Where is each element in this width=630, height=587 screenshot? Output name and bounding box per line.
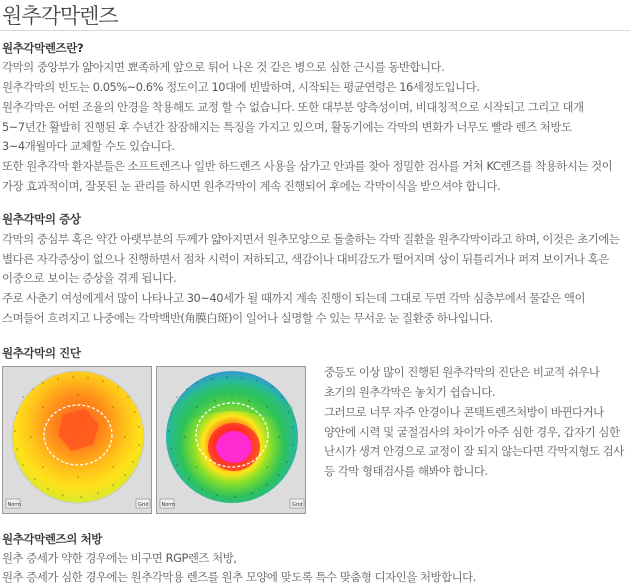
- grid-button-label: Grid: [138, 502, 149, 508]
- page-title: 원추각막렌즈: [2, 4, 118, 28]
- grid-button-label: Grid: [292, 502, 303, 508]
- paragraph-prescription-1: 원추 증세가 약한 경우에는 비구면 RGP렌즈 처방,: [2, 551, 237, 565]
- paragraph-symptoms-1: 각막의 중심부 혹은 약간 아랫부분의 두께가 얇아지면서 원추모양으로 돌출하는 각막 질환을 원추각막이라고 하며, 이것은 초기에는 별다른 자각증상이 없으나 진행하면서 점차 시력이 저하되고, 색감이나 대비감도가 떨어지며 상이 뒤틀리거나 퍼져 보이거나 혹은 이중으로 보이는 증상을 겪게 됩니다.: [2, 232, 620, 286]
- paragraph-prescription-2: 원추 증세가 심한 경우에는 원추각막용 렌즈를 원추 모양에 맞도록 특수 맞춤형 디자인을 처방합니다.: [2, 570, 476, 584]
- paragraph-diagnosis-1: 중등도 이상 많이 진행된 원추각막의 진단은 비교적 쉬우나 초기의 원추각막은 놓치기 쉽습니다.: [324, 365, 600, 399]
- section-heading-prescription: 원추각막렌즈의 처방: [2, 532, 102, 546]
- paragraph-what-3: 원추각막은 어떤 조율의 안경을 착용해도 교정 할 수 없습니다. 또한 대부분 양측성이며, 비대칭적으로 시작되고 그리고 대개 5~7년간 활발히 진행된 후 수년간 잠잠해지는 특징을 가지고 있으며, 활동기에는 각막의 변화가 너무도 빨라 렌즈 처방도 3~4개월마다 교체할 수도 있습니다.: [2, 100, 584, 154]
- paragraph-symptoms-2: 주로 사춘기 여성에게서 많이 나타나고 30~40세가 될 때까지 계속 진행이 되는데 그대로 두면 각막 심층부에서 물같은 액이 스며들어 흐려지고 나중에는 각막백반(角膜白斑)이 일어나 실명할 수 있는 무서운 눈 질환중 하나입니다.: [2, 291, 586, 325]
- paragraph-what-1: 각막의 중앙부가 얇아지면 뾰족하게 앞으로 튀어 나온 것 같은 병으로 심한 근시를 동반합니다.: [2, 60, 445, 74]
- paragraph-what-2: 원추각막의 빈도는 0.05%~0.6% 정도이고 10대에 빈발하며, 시작되는 평균연령은 16세정도입니다.: [2, 80, 480, 94]
- norm-button-label: Norm: [7, 502, 22, 508]
- corneal-topography-image-1: [2, 366, 152, 514]
- section-heading-diagnosis: 원추각막의 진단: [2, 346, 81, 360]
- corneal-topography-image-2: [156, 366, 306, 514]
- paragraph-what-4: 또한 원추각막 환자분들은 소프트렌즈나 일반 하드렌즈 사용을 삼가고 안과를 찾아 정밀한 검사를 거쳐 KC렌즈를 착용하시는 것이 가장 효과적이며, 잘못된 눈 관리를 하시면 원추각막이 계속 진행되어 후에는 각막이식을 받으셔야 합니다.: [2, 159, 613, 193]
- norm-button-label: Norm: [161, 502, 176, 508]
- section-heading-symptoms: 원추각막의 증상: [2, 212, 81, 226]
- paragraph-diagnosis-2: 그러므로 너무 자주 안경이나 콘택트렌즈처방이 바뀐다거나 양안에 시력 및 굴절검사의 차이가 아주 심한 경우, 갑자기 심한 난시가 생겨 안경으로 교정이 잘 되지 않는다면 각막지형도 검사 등 각막 형태검사를 해봐야 합니다.: [324, 405, 624, 478]
- section-heading-what: 원추각막렌즈란?: [2, 41, 84, 55]
- title-divider: [0, 30, 630, 31]
